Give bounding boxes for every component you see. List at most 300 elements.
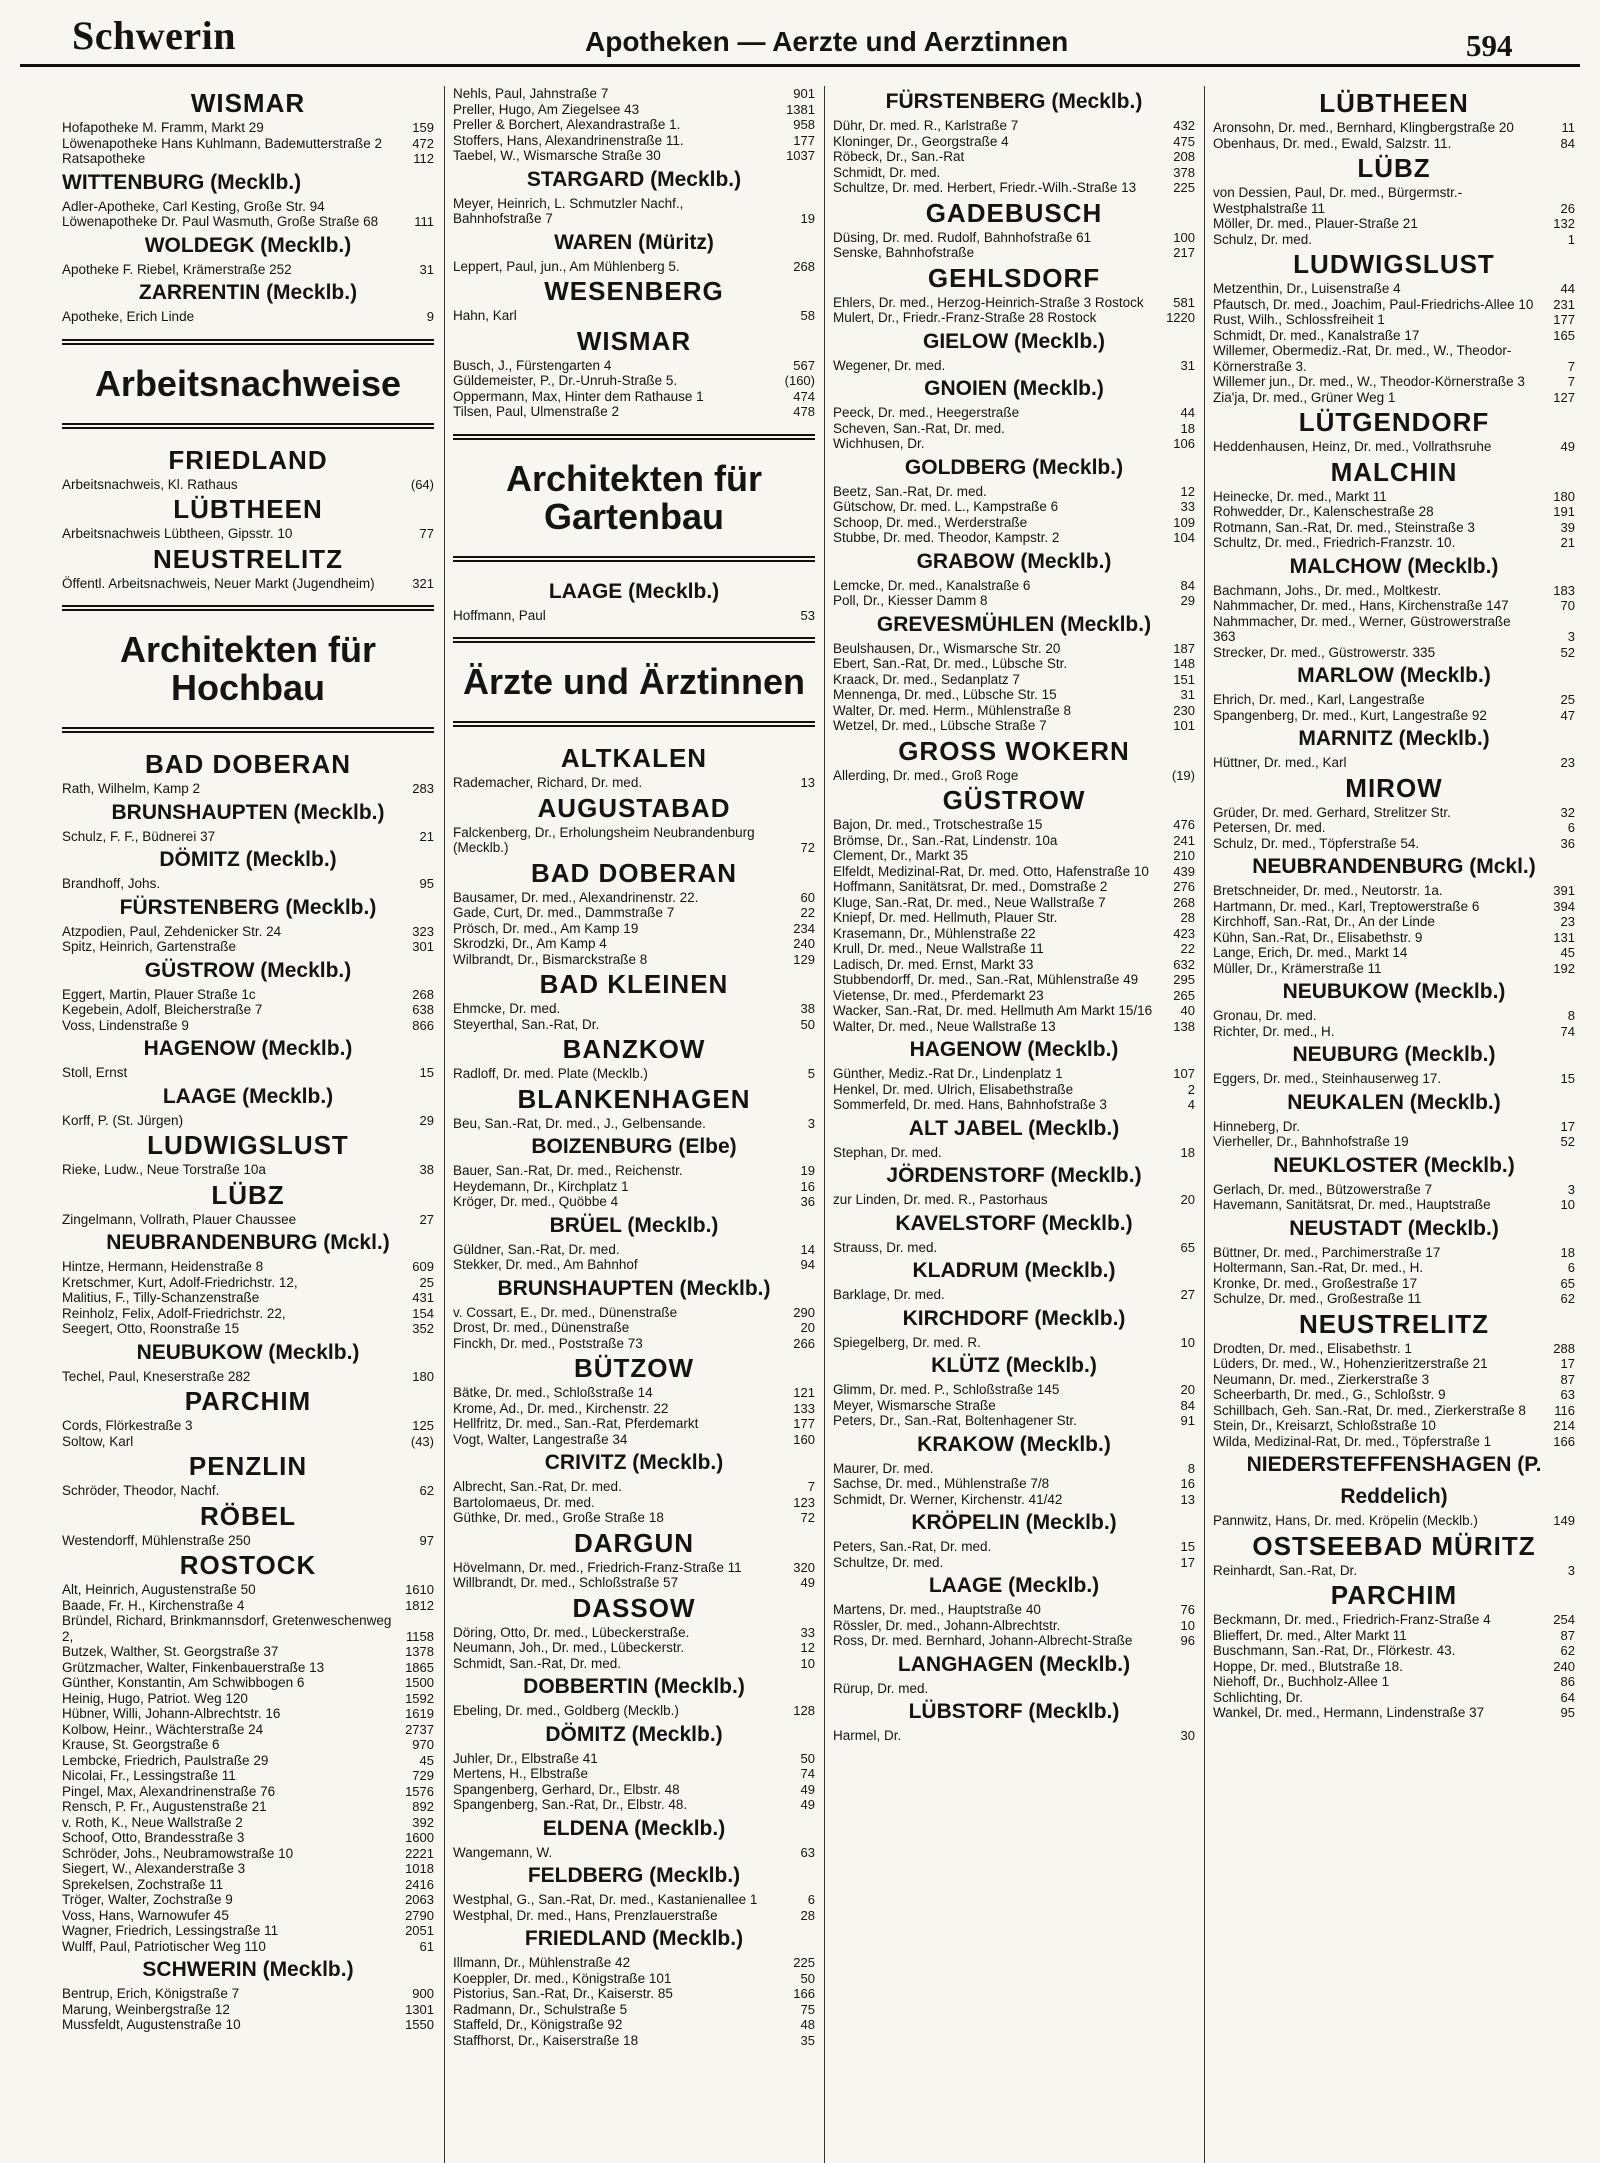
- directory-entry: [453, 404, 815, 420]
- directory-entry: [1213, 489, 1575, 505]
- entry-name: Löwenapotheke Hans Kuhlmann, Badeмutterstraße 2: [62, 135, 382, 151]
- entry-name: Spiegelberg, Dr. med. R.: [833, 1334, 981, 1350]
- entry-phone: 95: [1560, 1705, 1575, 1720]
- entry-phone: 58: [800, 308, 815, 323]
- entry-phone: 19: [800, 1163, 815, 1178]
- entry-phone: 183: [1553, 582, 1575, 598]
- entry-phone: 970: [412, 1737, 434, 1752]
- town-heading: NEUBUKOW (Mecklb.): [1282, 980, 1506, 1003]
- entry-name: Allerding, Dr. med., Groß Roge: [833, 767, 1019, 783]
- entry-phone: 52: [1560, 1134, 1575, 1149]
- directory-entry: [1213, 1197, 1575, 1213]
- entry-name: Meyer, Heinrich, L. Schmutzler Nachf., Bahnhofstraße 7: [453, 195, 684, 226]
- directory-entry: [833, 1492, 1195, 1508]
- directory-entry: [453, 1625, 815, 1641]
- entry-name: v. Cossart, E., Dr. med., Dünenstraße: [453, 1304, 678, 1320]
- entry-phone: 432: [1173, 118, 1195, 133]
- entry-phone: 2: [1187, 1081, 1195, 1097]
- entry-phone: 35: [800, 2032, 815, 2048]
- entry-name: Ratsapotheke: [62, 151, 146, 166]
- entry-name: zur Linden, Dr. med. R., Pastorhaus: [833, 1192, 1048, 1207]
- town-heading: LÜBSTORF (Mecklb.): [908, 1700, 1120, 1723]
- town-heading: PARCHIM: [1330, 1580, 1458, 1610]
- entry-phone: 149: [1553, 1513, 1575, 1528]
- directory-entry: [62, 1644, 434, 1660]
- entry-name: Heinig, Hugo, Patriot. Weg 120: [62, 1690, 248, 1706]
- entry-phone: (64): [410, 476, 434, 492]
- directory-entry: [833, 1539, 1195, 1555]
- entry-name: Löwenapotheke Dr. Paul Wasmuth, Große Straße 68: [62, 214, 379, 229]
- directory-entry: [453, 890, 815, 906]
- entry-name: Stekker, Dr. med., Am Bahnhof: [453, 1257, 638, 1272]
- entry-name: Harmel, Dr.: [833, 1728, 902, 1743]
- directory-entry: [62, 1706, 434, 1722]
- directory-entry: [453, 825, 815, 856]
- entry-phone: 123: [793, 1494, 815, 1510]
- entry-phone: 127: [1553, 389, 1575, 405]
- entry-name: Heddenhausen, Heinz, Dr. med., Vollrathsruhe: [1213, 439, 1492, 454]
- entry-name: Nehls, Paul, Jahnstraße 7: [453, 86, 609, 101]
- entry-phone: 133: [793, 1400, 815, 1416]
- entry-name: Grützmacher, Walter, Finkenbauerstraße 13: [62, 1659, 325, 1675]
- directory-entry: [453, 608, 815, 624]
- town-heading: STARGARD (Mecklb.): [526, 167, 742, 191]
- directory-entry: [1213, 1024, 1575, 1040]
- entry-phone: 100: [1173, 229, 1195, 245]
- entry-name: Meyer, Wismarsche Straße: [833, 1397, 996, 1413]
- entry-phone: 18: [1180, 420, 1195, 436]
- entry-name: Petersen, Dr. med.: [1213, 820, 1326, 835]
- directory-entry: [62, 1065, 434, 1081]
- entry-name: Steyerthal, San.-Rat, Dr.: [453, 1016, 600, 1032]
- entry-name: Brandhoff, Johs.: [62, 876, 161, 891]
- entry-phone: 18: [1560, 1244, 1575, 1260]
- entry-phone: 1: [1567, 231, 1575, 247]
- directory-entry: [833, 1602, 1195, 1618]
- entry-phone: 21: [1560, 535, 1575, 550]
- entry-name: Wegener, Dr. med.: [833, 357, 946, 373]
- entry-name: Bretschneider, Dr. med., Neutorstr. 1a.: [1213, 883, 1443, 898]
- directory-entry: [1213, 1245, 1575, 1261]
- directory-entry: [453, 2017, 815, 2033]
- town-heading: KLADRUM (Mecklb.): [912, 1259, 1116, 1282]
- entry-phone: 33: [1180, 499, 1195, 514]
- entry-phone: 148: [1173, 656, 1195, 671]
- entry-phone: 62: [1560, 1643, 1575, 1658]
- entry-name: Vierheller, Dr., Bahnhofstraße 19: [1213, 1134, 1409, 1149]
- town-heading: FRIEDLAND (Mecklb.): [524, 1927, 744, 1950]
- directory-entry: [453, 1845, 815, 1861]
- entry-phone: 474: [793, 388, 815, 404]
- directory-entry: [833, 1145, 1195, 1161]
- directory-entry: [62, 1613, 434, 1644]
- directory-entry: [453, 196, 815, 227]
- entry-name: Schröder, Johs., Neubramowstraße 10: [62, 1845, 294, 1861]
- entry-phone: 958: [793, 117, 815, 132]
- directory-entry: [833, 310, 1195, 326]
- entry-name: Holtermann, San.-Rat, Dr. med., H.: [1213, 1260, 1424, 1275]
- page-number: 594: [1466, 28, 1513, 63]
- entry-phone: 20: [1180, 1192, 1195, 1207]
- town-heading: LANGHAGEN (Mecklb.): [897, 1652, 1131, 1676]
- directory-entry: [453, 1401, 815, 1417]
- entry-name: Buschmann, San.-Rat, Dr., Flörkestr. 43.: [1213, 1643, 1456, 1658]
- entry-name: Walter, Dr. med. Herm., Mühlenstraße 8: [833, 702, 1072, 718]
- directory-entry: [62, 1753, 434, 1769]
- entry-name: Pfautsch, Dr. med., Joachim, Paul-Friedrichs-Allee 10: [1213, 296, 1534, 312]
- entry-name: Kronke, Dr. med., Großestraße 17: [1213, 1275, 1418, 1291]
- directory-entry: [453, 1336, 815, 1352]
- entry-phone: 95: [419, 876, 434, 891]
- town-heading: BAD KLEINEN: [539, 969, 729, 999]
- entry-name: Rademacher, Richard, Dr. med.: [453, 775, 643, 790]
- entry-name: Mertens, H., Elbstraße: [453, 1766, 589, 1781]
- section-title: Architekten für Hochbau: [119, 629, 377, 708]
- entry-phone: 107: [1173, 1066, 1195, 1081]
- entry-phone: 16: [800, 1178, 815, 1194]
- entry-name: Rohwedder, Dr., Kalenschestraße 28: [1213, 504, 1434, 519]
- entry-phone: 320: [793, 1559, 815, 1575]
- entry-name: Niehoff, Dr., Buchholz-Allee 1: [1213, 1674, 1390, 1689]
- directory-entry: [62, 214, 434, 230]
- entry-name: Rust, Wilh., Schlossfreiheit 1: [1213, 312, 1385, 327]
- entry-name: Pingel, Max, Alexandrinenstraße 76: [62, 1783, 276, 1799]
- entry-phone: 17: [1180, 1554, 1195, 1570]
- entry-phone: 295: [1173, 972, 1195, 987]
- entry-name: Hartmann, Dr. med., Karl, Treptowerstraße 6: [1213, 898, 1480, 914]
- entry-name: Kühn, San.-Rat, Dr., Elisabethstr. 9: [1213, 929, 1423, 945]
- entry-phone: 13: [1180, 1491, 1195, 1507]
- entry-name: Schröder, Theodor, Nachf.: [62, 1483, 220, 1498]
- entry-phone: 1378: [405, 1644, 434, 1659]
- entry-phone: 159: [412, 120, 434, 135]
- entry-name: Güldemeister, P., Dr.-Unruh-Straße 5.: [453, 373, 678, 388]
- entry-phone: 84: [1180, 577, 1195, 593]
- entry-name: Korff, P. (St. Jürgen): [62, 1112, 184, 1128]
- directory-entry: [453, 308, 815, 324]
- directory-entry: [453, 1971, 815, 1987]
- entry-name: Hübner, Willi, Johann-Albrechtstr. 16: [62, 1706, 281, 1721]
- entry-phone: 132: [1553, 216, 1575, 231]
- entry-name: Staffeld, Dr., Königstraße 92: [453, 2017, 623, 2032]
- entry-name: Wilbrandt, Dr., Bismarckstraße 8: [453, 951, 648, 967]
- entry-name: Güldner, San.-Rat, Dr. med.: [453, 1241, 620, 1257]
- directory-entry: [1213, 1403, 1575, 1419]
- directory-entry: [62, 1799, 434, 1815]
- entry-phone: 2416: [405, 1876, 434, 1892]
- directory-entry: [1213, 343, 1575, 374]
- directory-entry: [833, 864, 1195, 880]
- entry-phone: 20: [1180, 1382, 1195, 1397]
- town-heading: ROSTOCK: [179, 1550, 317, 1580]
- entry-name: Maurer, Dr. med.: [833, 1460, 934, 1476]
- directory-entry: [833, 718, 1195, 734]
- entry-phone: 131: [1553, 929, 1575, 945]
- directory-entry: [833, 245, 1195, 261]
- entry-phone: 276: [1173, 879, 1195, 894]
- entry-name: Stubbendorff, Dr. med., San.-Rat, Mühlenstraße 49: [833, 972, 1139, 987]
- entry-name: Stoll, Ernst: [62, 1065, 128, 1080]
- directory-entry: [1213, 136, 1575, 152]
- entry-name: Ross, Dr. med. Bernhard, Johann-Albrecht-Straße: [833, 1633, 1133, 1648]
- directory-entry: [833, 672, 1195, 688]
- entry-name: Arbeitsnachweis Lübtheen, Gipsstr. 10: [62, 526, 293, 541]
- entry-phone: 472: [412, 135, 434, 151]
- town-heading: LÜTGENDORF: [1298, 407, 1490, 437]
- entry-name: Ehmcke, Dr. med.: [453, 1001, 561, 1016]
- entry-name: Kluge, San.-Rat, Dr. med., Neue Wallstraße 7: [833, 894, 1106, 910]
- entry-phone: 48: [800, 2017, 815, 2032]
- directory-entry: [1213, 805, 1575, 821]
- directory-entry: [453, 775, 815, 791]
- entry-phone: 75: [800, 2001, 815, 2017]
- directory-entry: [1213, 1260, 1575, 1276]
- directory-entry: [833, 118, 1195, 134]
- entry-name: Schulz, Dr. med.: [1213, 231, 1313, 247]
- entry-phone: 2051: [405, 1923, 434, 1938]
- entry-phone: 31: [1180, 357, 1195, 373]
- entry-name: Schlichting, Dr.: [1213, 1689, 1304, 1705]
- town-heading: NIEDERSTEFFENSHAGEN (P. Reddelich): [1246, 1453, 1542, 1508]
- entry-name: Falckenberg, Dr., Erholungsheim Neubrandenburg (Mecklb.): [453, 824, 755, 855]
- entry-name: Senske, Bahnhofstraße: [833, 245, 975, 260]
- entry-phone: 109: [1173, 514, 1195, 530]
- directory-entry: [62, 781, 434, 797]
- directory-entry: [1213, 232, 1575, 248]
- entry-name: Wacker, San.-Rat, Dr. med. Hellmuth Am Markt 15/16: [833, 1003, 1153, 1018]
- entry-phone: 23: [1560, 755, 1575, 770]
- directory-entry: [453, 1766, 815, 1782]
- town-heading: DOBBERTIN (Mecklb.): [523, 1675, 745, 1698]
- town-heading: BRUNSHAUPTEN (Mecklb.): [111, 800, 385, 824]
- entry-name: Gronau, Dr. med.: [1213, 1008, 1317, 1023]
- entry-phone: 65: [1560, 1275, 1575, 1291]
- directory-entry: [453, 1163, 815, 1179]
- entry-name: Wilda, Medizinal-Rat, Dr. med., Töpferstraße 1: [1213, 1433, 1492, 1449]
- entry-phone: 729: [412, 1768, 434, 1783]
- entry-phone: 23: [1560, 914, 1575, 929]
- directory-entry: [62, 1877, 434, 1893]
- town-heading: PENZLIN: [188, 1451, 308, 1481]
- entry-name: Strecker, Dr. med., Güstrowerstr. 335: [1213, 644, 1436, 660]
- town-heading: FÜRSTENBERG (Mecklb.): [885, 90, 1143, 113]
- town-heading: OSTSEEBAD MÜRITZ: [1252, 1530, 1536, 1561]
- directory-entry: [833, 230, 1195, 246]
- entry-name: Peters, San.-Rat, Dr. med.: [833, 1539, 992, 1554]
- entry-phone: 97: [419, 1532, 434, 1548]
- entry-name: Apotheke, Erich Linde: [62, 309, 195, 324]
- entry-phone: 900: [412, 1986, 434, 2001]
- entry-name: Nahmmacher, Dr. med., Werner, Güstrowerstraße 363: [1213, 613, 1511, 644]
- entry-name: Illmann, Dr., Mühlenstraße 42: [453, 1955, 631, 1970]
- entry-phone: 241: [1173, 832, 1195, 848]
- entry-phone: 16: [1180, 1476, 1195, 1491]
- directory-entry: [1213, 899, 1575, 915]
- entry-phone: 52: [1560, 644, 1575, 660]
- directory-entry: [1213, 281, 1575, 297]
- entry-phone: 177: [793, 1416, 815, 1431]
- town-heading: GÜSTROW: [942, 785, 1086, 815]
- entry-phone: 84: [1560, 135, 1575, 151]
- directory-entry: [453, 1656, 815, 1672]
- entry-phone: 3: [807, 1115, 815, 1131]
- entry-phone: 323: [412, 923, 434, 939]
- entry-phone: 240: [1553, 1658, 1575, 1674]
- entry-phone: 87: [1560, 1627, 1575, 1643]
- entry-name: Vogt, Walter, Langestraße 34: [453, 1431, 628, 1447]
- entry-phone: 240: [793, 936, 815, 951]
- directory-entry: [1213, 820, 1575, 836]
- directory-entry: [833, 405, 1195, 421]
- entry-name: Rotmann, San.-Rat, Dr. med., Steinstraße 3: [1213, 519, 1475, 535]
- directory-entry: [833, 1192, 1195, 1208]
- entry-phone: 53: [800, 607, 815, 623]
- directory-entry: [1213, 708, 1575, 724]
- entry-name: Willemer jun., Dr. med., W., Theodor-Körnerstraße 3: [1213, 374, 1525, 389]
- town-heading: FRIEDLAND: [168, 444, 328, 475]
- entry-phone: 112: [413, 151, 434, 166]
- town-heading: NEUSTRELITZ: [1298, 1308, 1490, 1339]
- entry-name: Glimm, Dr. med. P., Schloßstraße 145: [833, 1382, 1060, 1397]
- entry-phone: 12: [1180, 483, 1195, 499]
- directory-entry: [62, 1418, 434, 1434]
- directory-entry: [453, 1116, 815, 1132]
- directory-entry: [62, 1275, 434, 1291]
- entry-name: Bentrup, Erich, Königstraße 7: [62, 1986, 240, 2001]
- entry-phone: 31: [1180, 687, 1195, 702]
- entry-phone: 1018: [405, 1861, 434, 1876]
- directory-entry: [1213, 328, 1575, 344]
- entry-phone: 1037: [786, 148, 815, 163]
- entry-phone: 12: [800, 1640, 815, 1655]
- entry-phone: 22: [1180, 941, 1195, 956]
- town-heading: LUDWIGSLUST: [1293, 249, 1495, 279]
- directory-entry: [1213, 374, 1575, 390]
- directory-entry: [833, 926, 1195, 942]
- directory-entry: [833, 1287, 1195, 1303]
- directory-entry: [1213, 1705, 1575, 1721]
- directory-entry: [833, 358, 1195, 374]
- town-heading: AUGUSTABAD: [537, 792, 731, 823]
- entry-name: Richter, Dr. med., H.: [1213, 1023, 1335, 1039]
- town-heading: LAAGE (Mecklb.): [548, 579, 720, 603]
- town-heading: NEUBURG (Mecklb.): [1292, 1043, 1496, 1066]
- directory-entry: [62, 987, 434, 1003]
- directory-entry: [453, 373, 815, 389]
- entry-phone: 96: [1180, 1633, 1195, 1648]
- entry-phone: 32: [1560, 804, 1575, 820]
- directory-entry: [833, 848, 1195, 864]
- entry-phone: 106: [1173, 436, 1195, 451]
- entry-name: Schultze, Dr. med.: [833, 1554, 944, 1570]
- column-3: [824, 86, 1203, 2163]
- directory-entry: [453, 921, 815, 937]
- entry-phone: 62: [1560, 1291, 1575, 1306]
- town-heading: GRABOW (Mecklb.): [916, 549, 1112, 573]
- directory-entry: [62, 924, 434, 940]
- entry-name: Staffhorst, Dr., Kaiserstraße 18: [453, 2032, 639, 2048]
- entry-phone: (43): [410, 1433, 434, 1449]
- entry-phone: 21: [419, 828, 434, 844]
- entry-phone: 4: [1187, 1097, 1195, 1112]
- town-heading: GOLDBERG (Mecklb.): [904, 455, 1124, 479]
- entry-phone: 91: [1180, 1413, 1195, 1428]
- town-heading: DASSOW: [572, 1592, 696, 1623]
- entry-phone: 129: [793, 951, 815, 967]
- entry-name: Martens, Dr. med., Hauptstraße 40: [833, 1602, 1041, 1617]
- directory-entry: [833, 703, 1195, 719]
- directory-entry: [833, 1476, 1195, 1492]
- entry-phone: 49: [800, 1797, 815, 1812]
- town-heading: NEUKALEN (Mecklb.): [1287, 1090, 1501, 1114]
- directory-entry: [833, 1019, 1195, 1035]
- entry-phone: 38: [800, 1001, 815, 1016]
- entry-phone: 283: [412, 781, 434, 796]
- directory-entry: [1213, 692, 1575, 708]
- entry-name: Gerlach, Dr. med., Bützowerstraße 7: [1213, 1181, 1433, 1197]
- directory-entry: [62, 1815, 434, 1831]
- town-heading: ZARRENTIN (Mecklb.): [138, 281, 358, 304]
- entry-name: Wagner, Friedrich, Lessingstraße 11: [62, 1923, 279, 1938]
- entry-name: Schmidt, Dr. med., Kanalstraße 17: [1213, 327, 1420, 343]
- town-heading: KRÖPELIN (Mecklb.): [911, 1511, 1117, 1534]
- entry-name: Güthke, Dr. med., Große Straße 18: [453, 1510, 664, 1525]
- entry-name: Drost, Dr. med., Dünenstraße: [453, 1320, 630, 1335]
- directory-entry: [62, 1533, 434, 1549]
- entry-phone: 8: [1187, 1460, 1195, 1476]
- entry-name: Voss, Lindenstraße 9: [62, 1017, 189, 1033]
- entry-phone: 321: [412, 575, 434, 591]
- entry-phone: 2737: [405, 1721, 434, 1737]
- entry-phone: 1600: [405, 1830, 434, 1845]
- entry-name: Wulff, Paul, Patriotischer Weg 110: [62, 1938, 266, 1954]
- entry-phone: 101: [1173, 718, 1195, 733]
- town-heading: MARNITZ (Mecklb.): [1298, 727, 1490, 750]
- town-heading: MALCHOW (Mecklb.): [1289, 554, 1499, 578]
- directory-entry: [62, 1212, 434, 1228]
- town-heading: BAD DOBERAN: [531, 857, 737, 888]
- town-heading: MALCHIN: [1330, 456, 1458, 487]
- town-heading: GADEBUSCH: [925, 197, 1103, 228]
- entry-phone: 1381: [786, 101, 815, 117]
- entry-name: Hofapotheke M. Framm, Markt 29: [62, 120, 264, 135]
- entry-name: Tilsen, Paul, Ulmenstraße 2: [453, 404, 620, 419]
- town-heading: LÜBTHEEN: [173, 494, 323, 524]
- entry-phone: 62: [419, 1483, 434, 1498]
- entry-phone: 50: [800, 1750, 815, 1766]
- directory-entry: [833, 1633, 1195, 1649]
- entry-name: Döring, Otto, Dr. med., Lübeckerstraße.: [453, 1624, 690, 1640]
- entry-name: Barklage, Dr. med.: [833, 1287, 945, 1302]
- entry-name: Westphal, G., San.-Rat, Dr. med., Kastanienallee 1: [453, 1892, 758, 1907]
- town-heading: NEUBUKOW (Mecklb.): [136, 1340, 360, 1364]
- entry-name: Rössler, Dr. med., Johann-Albrechtstr.: [833, 1617, 1061, 1633]
- entry-name: Rieke, Ludw., Neue Torstraße 10a: [62, 1162, 266, 1177]
- entry-phone: 30: [1180, 1728, 1195, 1743]
- entry-phone: 1812: [405, 1597, 434, 1613]
- entry-name: Techel, Paul, Kneserstraße 282: [62, 1368, 251, 1384]
- directory-entry: [833, 988, 1195, 1004]
- entry-phone: 475: [1173, 133, 1195, 149]
- entry-name: Krasemann, Dr., Mühlenstraße 22: [833, 925, 1036, 941]
- directory-entry: [453, 117, 815, 133]
- directory-entry: [62, 576, 434, 592]
- entry-phone: 214: [1553, 1418, 1575, 1433]
- town-heading: FÜRSTENBERG (Mecklb.): [119, 895, 377, 919]
- entry-name: Stoffers, Hans, Alexandrinenstraße 11.: [453, 132, 684, 148]
- entry-name: Seegert, Otto, Roonstraße 15: [62, 1321, 240, 1336]
- entry-phone: 225: [1173, 180, 1195, 195]
